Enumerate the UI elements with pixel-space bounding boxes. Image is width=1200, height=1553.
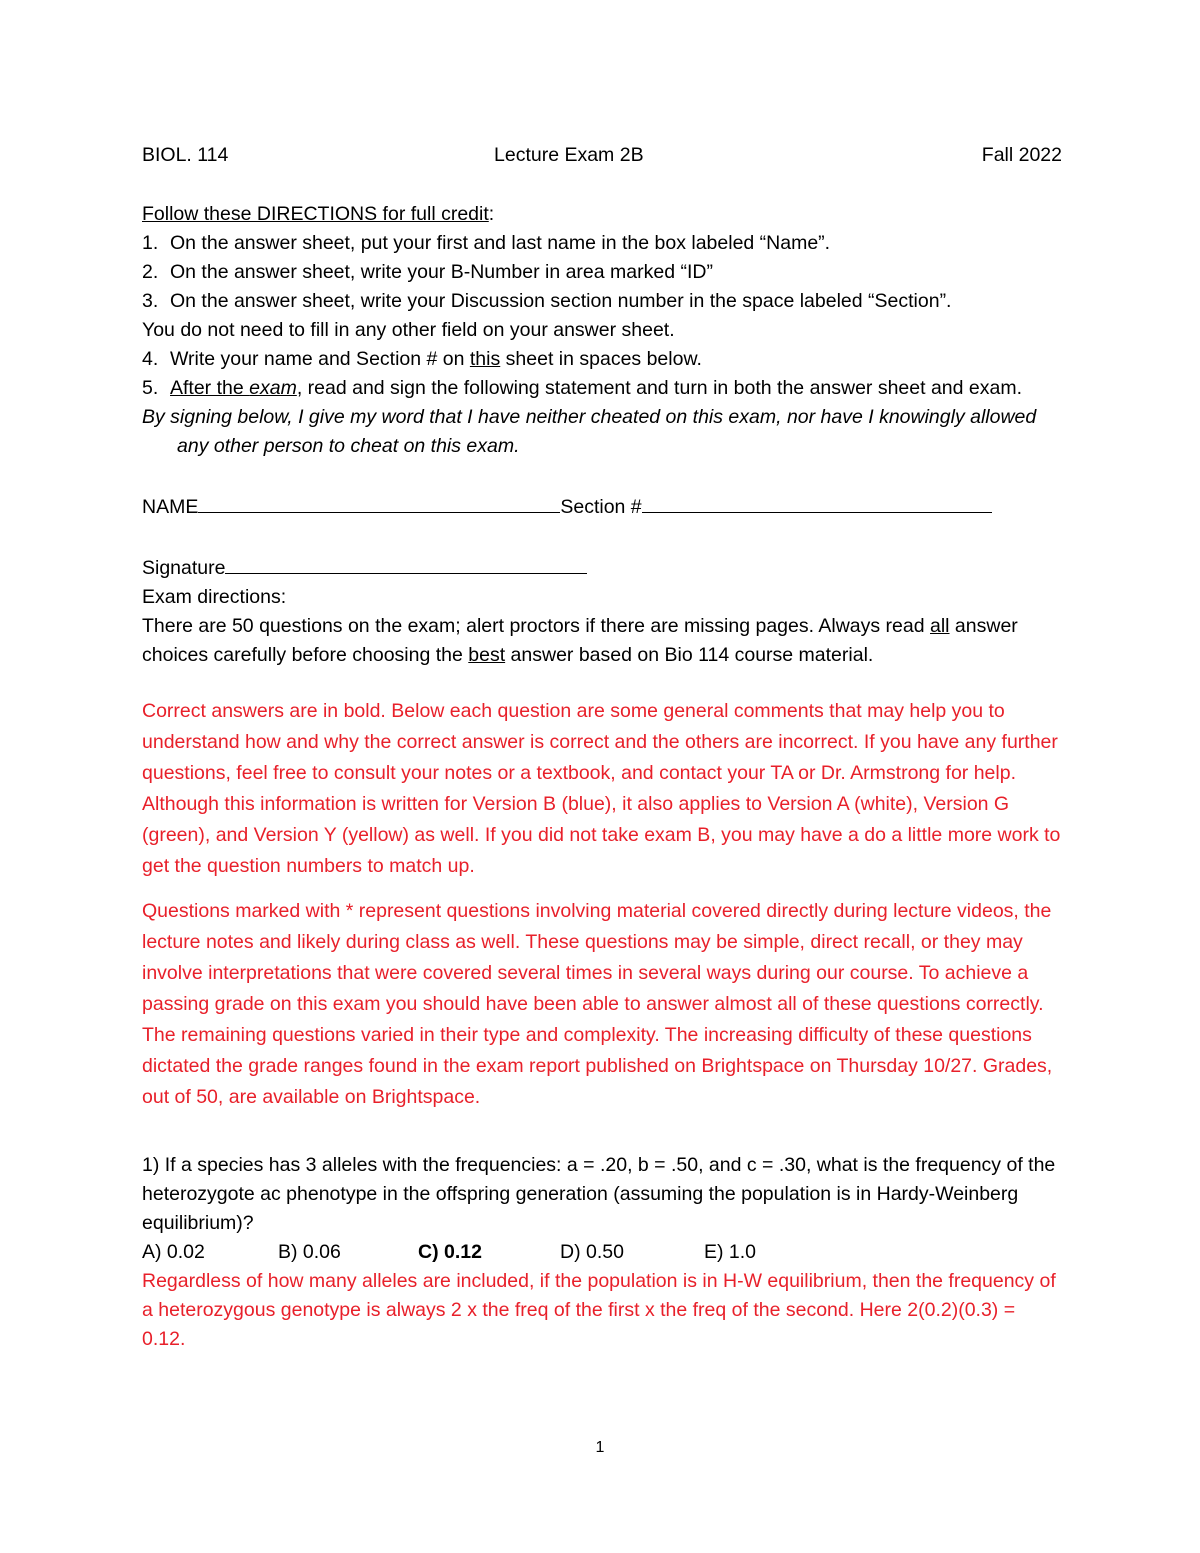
exam-directions-text: There are 50 questions on the exam; alert proctors if there are missing pages. Always read all answer choices carefully before choosing the best answer based on Bio 114 course material.: [142, 615, 1018, 666]
exam-title: Lecture Exam 2B: [494, 144, 644, 166]
name-label: NAME: [142, 496, 199, 518]
exam-page: [142, 141, 1062, 1354]
exam-directions-heading: Exam directions:: [142, 586, 287, 608]
direction-item-5: 5. After the exam, read and sign the following statement and turn in both the answer sheet and exam.: [142, 377, 1023, 399]
section-label: Section #: [560, 496, 642, 518]
direction-item-2: 2. On the answer sheet, write your B-Number in area marked “ID”: [142, 261, 713, 283]
direction-item-4: 4. Write your name and Section # on this sheet in spaces below.: [142, 348, 702, 370]
choice-c-correct: C) 0.12: [418, 1241, 482, 1263]
question-1-text: 1) If a species has 3 alleles with the frequencies: a = .20, b = .50, and c = .30, what is the frequency of the heterozygote ac phenotype in the offspring generation (assuming the population is in Hardy-Weinberg equilibrium)?: [142, 1154, 1056, 1234]
page-number: 1: [595, 1439, 605, 1456]
section-field[interactable]: [642, 490, 992, 513]
choice-a: A) 0.02: [142, 1241, 205, 1263]
direction-item-3: 3. On the answer sheet, write your Discussion section number in the space labeled “Section”.: [142, 290, 952, 312]
page-header: [142, 141, 1062, 171]
direction-item-1: 1. On the answer sheet, put your first and last name in the box labeled “Name”.: [142, 232, 831, 254]
course-code: BIOL. 114: [142, 144, 229, 166]
signature-label: Signature: [142, 557, 226, 579]
choice-b: B) 0.06: [278, 1241, 341, 1263]
term: Fall 2022: [981, 144, 1062, 166]
name-field[interactable]: [198, 490, 560, 513]
signature-field[interactable]: [225, 551, 587, 574]
directions-heading: Follow these DIRECTIONS for full credit:: [142, 203, 495, 225]
starred-questions-note: Questions marked with * represent questions involving material covered directly during lecture videos, the lecture notes and likely during class as well. These questions may be simple, direct recall, or they may involve interpretations that were covered several times in several ways during our course. To achieve a passing grade on this exam you should have been able to answer almost all of these questions correctly. The remaining questions varied in their type and complexity. The increasing difficulty of these questions dictated the grade ranges found in the exam report published on Brightspace on Thursday 10/27. Grades, out of 50, are available on Brightspace.: [142, 900, 1053, 1108]
signature-line: [142, 551, 1062, 583]
honor-pledge: By signing below, I give my word that I have neither cheated on this exam, nor have I knowingly allowed any other person to cheat on this exam.: [142, 406, 1037, 457]
question-1-choices: [142, 1238, 1062, 1267]
direction-note: You do not need to fill in any other field on your answer sheet.: [142, 319, 675, 341]
question-1-explanation: Regardless of how many alleles are included, if the population is in H-W equilibrium, then the frequency of a heterozygous genotype is always 2 x the freq of the first x the freq of the second. Here 2(0.2)(0.3) = 0.12.: [142, 1270, 1056, 1350]
choice-e: E) 1.0: [704, 1241, 757, 1263]
choice-d: D) 0.50: [560, 1241, 624, 1263]
answer-key-note: Correct answers are in bold. Below each question are some general comments that may help you to understand how and why the correct answer is correct and the others are incorrect. If you have any further questions, feel free to consult your notes or a textbook, and contact your TA or Dr. Armstrong for help. Although this information is written for Version B (blue), it also applies to Version A (white), Version G (green), and Version Y (yellow) as well. If you did not take exam B, you may have a do a little more work to get the question numbers to match up.: [142, 700, 1061, 877]
name-section-line: [142, 490, 1062, 522]
